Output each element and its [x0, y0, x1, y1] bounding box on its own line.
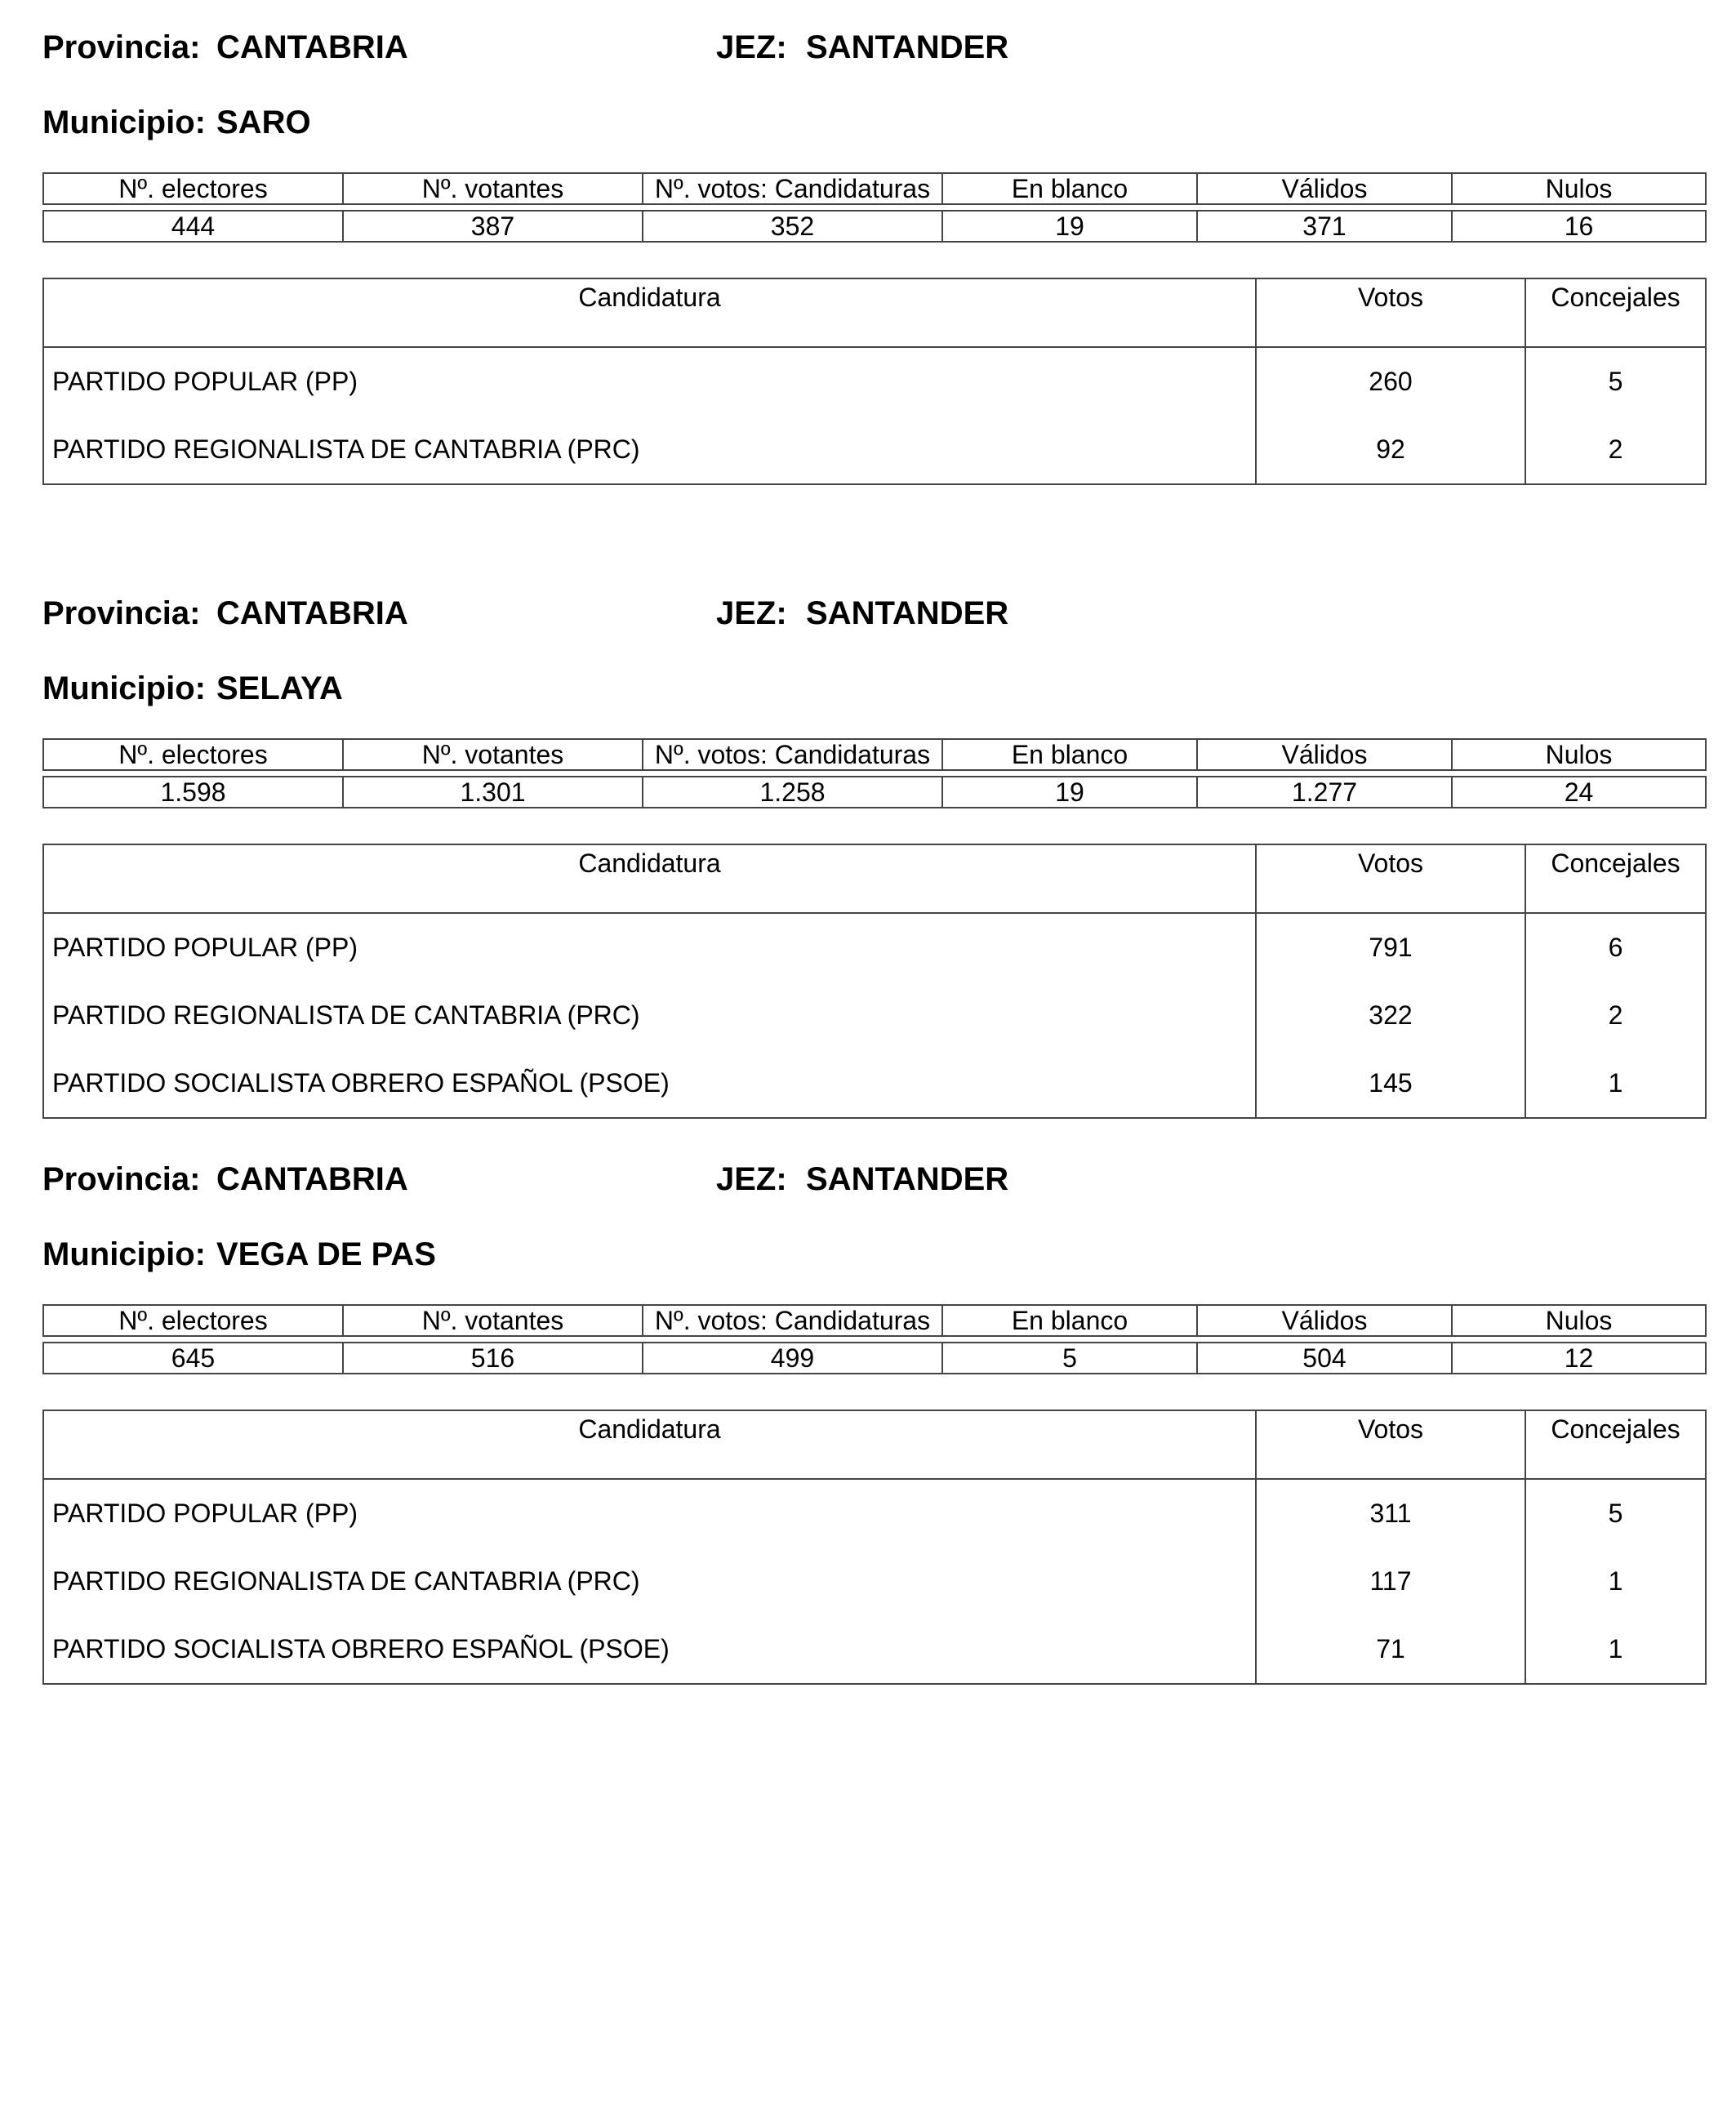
concejales-header: Concejales	[1525, 278, 1706, 347]
table-row	[43, 1548, 1706, 1615]
party-name: PARTIDO REGIONALISTA DE CANTABRIA (PRC)	[52, 1000, 640, 1030]
party-votes: 791	[1256, 913, 1525, 982]
table-row	[43, 1615, 1706, 1684]
candidaturas-header-row	[43, 844, 1706, 913]
jez-label: JEZ:	[716, 29, 787, 65]
stats-header-cell: En blanco	[942, 1305, 1197, 1336]
municipio-value: VEGA DE PAS	[216, 1236, 436, 1272]
party-votes: 311	[1256, 1479, 1525, 1548]
candidatura-header: Candidatura	[43, 1410, 1256, 1479]
stats-header-cell: Nº. votos: Candidaturas	[643, 1305, 942, 1336]
stats-header-row	[43, 1305, 1706, 1336]
vote-stats-table	[42, 738, 1707, 808]
party-seats: 5	[1525, 347, 1706, 416]
stats-value-cell: 1.301	[343, 777, 643, 808]
party-name: PARTIDO SOCIALISTA OBRERO ESPAÑOL (PSOE)	[52, 1068, 670, 1098]
stats-value-cell: 387	[343, 211, 643, 242]
party-name: PARTIDO POPULAR (PP)	[52, 367, 358, 396]
candidatura-header: Candidatura	[43, 844, 1256, 913]
stats-value-cell: 1.598	[43, 777, 343, 808]
stats-value-cell: 444	[43, 211, 343, 242]
stats-value-cell: 504	[1197, 1343, 1452, 1374]
stats-header-cell: Nº. electores	[43, 739, 343, 770]
provincia-value: CANTABRIA	[216, 1161, 408, 1197]
jez-value: SANTANDER	[806, 29, 1009, 65]
party-name: PARTIDO REGIONALISTA DE CANTABRIA (PRC)	[52, 1566, 640, 1596]
provincia-label: Provincia:	[42, 595, 201, 631]
stats-header-cell: Nº. votantes	[343, 739, 643, 770]
candidaturas-header-row	[43, 1410, 1706, 1479]
provincia-label: Provincia:	[42, 29, 201, 65]
municipio-label: Municipio:	[42, 1236, 206, 1272]
municipio-label: Municipio:	[42, 670, 206, 706]
stats-value-row	[43, 211, 1706, 242]
party-seats: 2	[1525, 416, 1706, 484]
votos-header: Votos	[1256, 278, 1525, 347]
provincia-value: CANTABRIA	[216, 595, 408, 631]
party-seats: 5	[1525, 1479, 1706, 1548]
party-votes: 71	[1256, 1615, 1525, 1684]
jez-value: SANTANDER	[806, 1161, 1009, 1197]
stats-header-cell: En blanco	[942, 173, 1197, 204]
party-seats: 1	[1525, 1049, 1706, 1118]
stats-header-cell: Nulos	[1452, 173, 1706, 204]
provincia-value: CANTABRIA	[216, 29, 408, 65]
jez-label: JEZ:	[716, 595, 787, 631]
concejales-header: Concejales	[1525, 1410, 1706, 1479]
party-votes: 260	[1256, 347, 1525, 416]
table-row	[43, 1049, 1706, 1118]
table-row	[43, 982, 1706, 1049]
stats-header-cell: Nº. votos: Candidaturas	[643, 739, 942, 770]
table-row	[43, 913, 1706, 982]
party-votes: 117	[1256, 1548, 1525, 1615]
table-row	[43, 1479, 1706, 1548]
provincia-label: Provincia:	[42, 1161, 201, 1197]
stats-value-row	[43, 1343, 1706, 1374]
candidatura-header: Candidatura	[43, 278, 1256, 347]
stats-header-cell: En blanco	[942, 739, 1197, 770]
party-seats: 1	[1525, 1548, 1706, 1615]
stats-value-cell: 499	[643, 1343, 942, 1374]
stats-value-cell: 516	[343, 1343, 643, 1374]
municipio-value: SARO	[216, 105, 311, 140]
stats-value-cell: 16	[1452, 211, 1706, 242]
party-votes: 92	[1256, 416, 1525, 484]
stats-value-cell: 19	[942, 777, 1197, 808]
stats-value-cell: 24	[1452, 777, 1706, 808]
table-row	[43, 416, 1706, 484]
concejales-header: Concejales	[1525, 844, 1706, 913]
stats-value-cell: 352	[643, 211, 942, 242]
candidaturas-table	[42, 1410, 1707, 1685]
stats-header-cell: Nº. electores	[43, 173, 343, 204]
stats-value-cell: 5	[942, 1343, 1197, 1374]
stats-header-cell: Nº. votos: Candidaturas	[643, 173, 942, 204]
candidaturas-table	[42, 844, 1707, 1119]
stats-header-cell: Válidos	[1197, 1305, 1452, 1336]
stats-value-cell: 19	[942, 211, 1197, 242]
party-votes: 145	[1256, 1049, 1525, 1118]
stats-header-row	[43, 739, 1706, 770]
party-name: PARTIDO REGIONALISTA DE CANTABRIA (PRC)	[52, 434, 640, 464]
stats-value-cell: 371	[1197, 211, 1452, 242]
stats-header-cell: Nº. votantes	[343, 173, 643, 204]
vote-stats-table	[42, 1304, 1707, 1374]
stats-header-row	[43, 173, 1706, 204]
jez-label: JEZ:	[716, 1161, 787, 1197]
party-votes: 322	[1256, 982, 1525, 1049]
party-name: PARTIDO POPULAR (PP)	[52, 1499, 358, 1528]
stats-header-cell: Nº. electores	[43, 1305, 343, 1336]
vote-stats-table	[42, 172, 1707, 243]
stats-value-row	[43, 777, 1706, 808]
stats-header-cell: Válidos	[1197, 739, 1452, 770]
stats-header-cell: Nulos	[1452, 739, 1706, 770]
party-seats: 1	[1525, 1615, 1706, 1684]
party-seats: 6	[1525, 913, 1706, 982]
municipio-label: Municipio:	[42, 105, 206, 140]
votos-header: Votos	[1256, 1410, 1525, 1479]
stats-value-cell: 1.277	[1197, 777, 1452, 808]
party-name: PARTIDO POPULAR (PP)	[52, 933, 358, 962]
votos-header: Votos	[1256, 844, 1525, 913]
municipio-value: SELAYA	[216, 670, 343, 706]
stats-value-cell: 645	[43, 1343, 343, 1374]
stats-value-cell: 12	[1452, 1343, 1706, 1374]
stats-header-cell: Válidos	[1197, 173, 1452, 204]
stats-header-cell: Nulos	[1452, 1305, 1706, 1336]
stats-header-cell: Nº. votantes	[343, 1305, 643, 1336]
party-name: PARTIDO SOCIALISTA OBRERO ESPAÑOL (PSOE)	[52, 1634, 670, 1663]
jez-value: SANTANDER	[806, 595, 1009, 631]
party-seats: 2	[1525, 982, 1706, 1049]
table-row	[43, 347, 1706, 416]
candidaturas-table	[42, 278, 1707, 485]
candidaturas-header-row	[43, 278, 1706, 347]
stats-value-cell: 1.258	[643, 777, 942, 808]
